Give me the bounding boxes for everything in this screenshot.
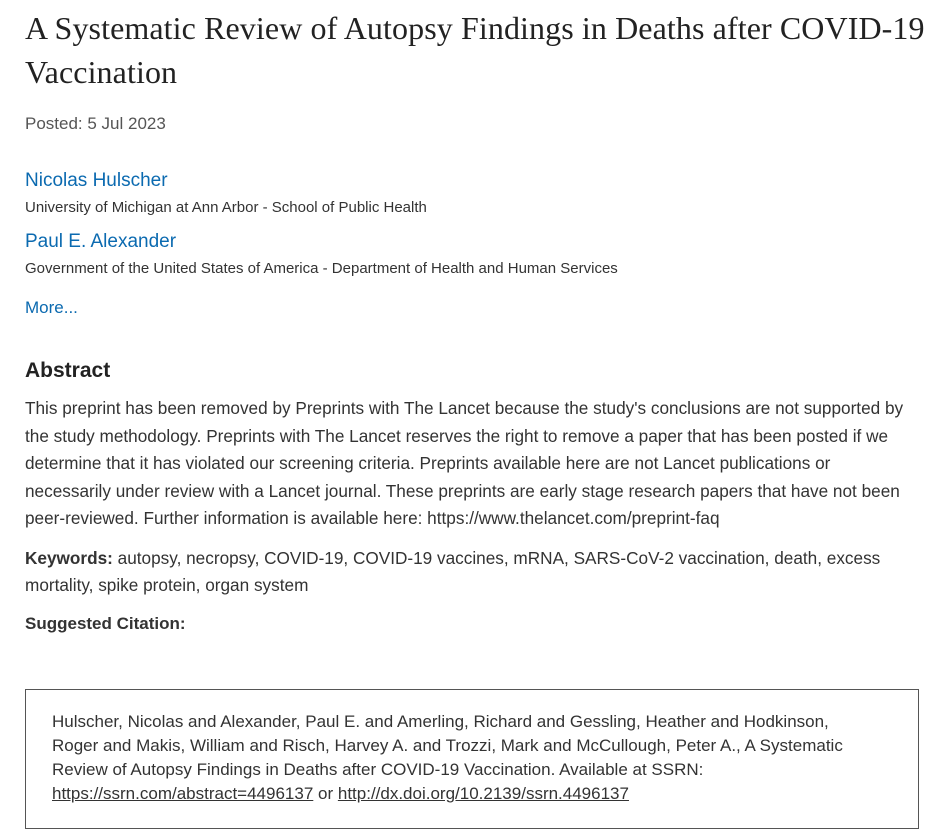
more-authors-link[interactable]: More... (25, 298, 78, 317)
abstract-heading: Abstract (25, 359, 111, 382)
author-link-alexander[interactable]: Paul E. Alexander (25, 231, 177, 252)
page-title: A Systematic Review of Autopsy Findings in Deaths after COVID-19 Vaccination (25, 10, 925, 90)
posted-date: Posted: 5 Jul 2023 (25, 114, 166, 133)
citation-connector: or (313, 784, 338, 803)
citation-label: Suggested Citation: (25, 613, 186, 633)
abstract-text: This preprint has been removed by Preprints with The Lancet because the study's conclusions are not supported by the study methodology. Preprints with The Lancet reserves the right to remove a paper that has been posted if we determine that it has violated our screening criteria. Preprints available here are not Lancet publications or necessarily under review with a Lancet journal. These preprints are early stage research papers that have not been peer-reviewed. Further information is available here: https://www.thelancet.com/preprint-faq (25, 398, 904, 528)
doi-link[interactable]: http://dx.doi.org/10.2139/ssrn.4496137 (337, 784, 629, 803)
author-entry (25, 230, 925, 279)
keywords-label: Keywords: (25, 547, 113, 568)
author-affiliation: University of Michigan at Ann Arbor - School of Public Health (25, 199, 427, 216)
citation-body: Hulscher, Nicolas and Alexander, Paul E. and Amerling, Richard and Gessling, Heather and Hodkinson, Roger and Makis, William and Risch, Harvey A. and Trozzi, Mark and McCullough, Peter A., A Systematic Review of Autopsy Findings in Deaths after COVID-19 Vaccination. Available at SSRN: (52, 712, 843, 779)
citation-text (52, 710, 852, 806)
keywords-text: autopsy, necropsy, COVID-19, COVID-19 vaccines, mRNA, SARS-CoV-2 vaccination, death, excess mortality, spike protein, organ system (25, 547, 881, 595)
keywords (25, 545, 920, 600)
citation-box (25, 689, 919, 829)
author-affiliation: Government of the United States of America - Department of Health and Human Services (25, 260, 618, 277)
author-entry (25, 169, 925, 218)
author-link-hulscher[interactable]: Nicolas Hulscher (25, 170, 168, 191)
paper-page (25, 0, 925, 635)
ssrn-link[interactable]: https://ssrn.com/abstract=4496137 (52, 784, 314, 803)
